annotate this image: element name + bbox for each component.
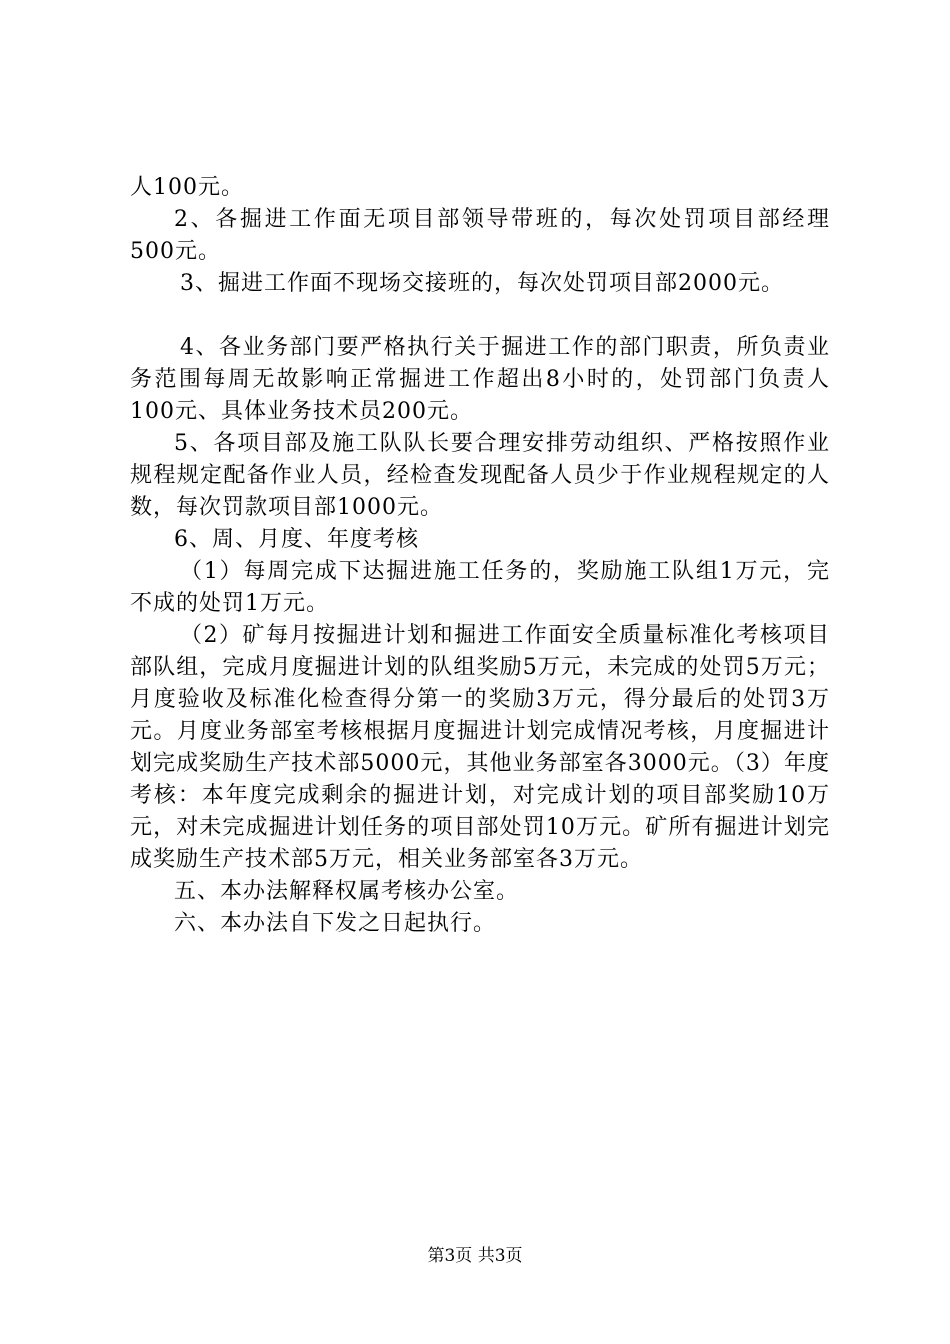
paragraph-item-5: 5、各项目部及施工队队长要合理安排劳动组织、严格按照作业规程规定配备作业人员，经检查发现配备人员少于作业规程规定的人数，每次罚款项目部1000元。 — [130, 431, 830, 520]
paragraph-item-2: 2、各掘进工作面无项目部领导带班的，每次处罚项目部经理500元。 — [130, 207, 830, 264]
paragraph-section-5: 五、本办法解释权属考核办公室。 — [174, 879, 520, 904]
paragraph-item-4: 4、各业务部门要严格执行关于掘进工作的部门职责，所负责业务范围每周无故影响正常掘进工作超出8小时的，处罚部门负责人100元、具体业务技术员200元。 — [130, 335, 830, 424]
page-number-footer: 第3页 共3页 — [427, 1246, 523, 1266]
paragraph-section-6: 六、本办法自下发之日起执行。 — [174, 911, 497, 936]
paragraph-continuation: 人100元。 — [130, 175, 244, 200]
paragraph-item-3: 3、掘进工作面不现场交接班的，每次处罚项目部2000元。 — [180, 271, 784, 296]
paragraph-item-6-2: （2）矿每月按掘进计划和掘进工作面安全质量标准化考核项目部队组，完成月度掘进计划的队组奖励5万元，未完成的处罚5万元；月度验收及标准化检查得分第一的奖励3万元，得分最后的处罚3万元。月度业务部室考核根据月度掘进计划完成情况考核，月度掘进计划完成奖励生产技术部5000元，其他业务部室各3000元。（3）年度考核：本年度完成剩余的掘进计划，对完成计划的项目部奖励10万元，对未完成掘进计划任务的项目部处罚10万元。矿所有掘进计划完成奖励生产技术部5万元，相关业务部室各3万元。 — [130, 623, 830, 872]
paragraph-item-6: 6、周、月度、年度考核 — [174, 527, 419, 552]
paragraph-item-6-1: （1）每周完成下达掘进施工任务的，奖励施工队组1万元，完不成的处罚1万元。 — [130, 559, 830, 616]
document-body — [130, 172, 830, 940]
